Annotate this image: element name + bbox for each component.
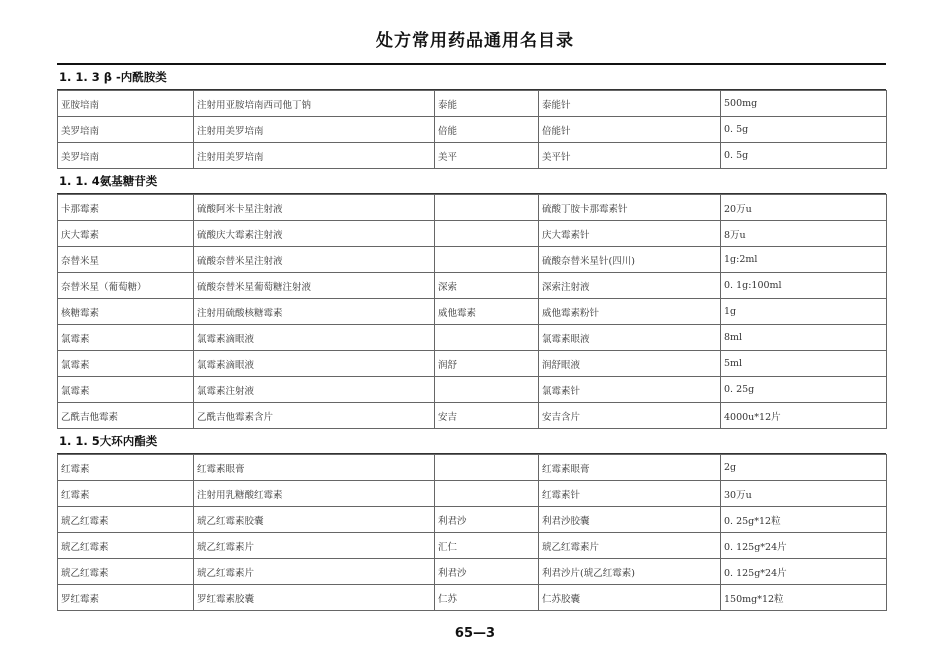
generic-name-cell: 庆大霉素 bbox=[58, 221, 194, 247]
generic-name-cell: 美罗培南 bbox=[58, 143, 194, 169]
generic-name-cell: 琥乙红霉素 bbox=[58, 507, 194, 533]
specification-cell: 1g:2ml bbox=[721, 247, 887, 273]
generic-name-cell: 红霉素 bbox=[58, 455, 194, 481]
table-row bbox=[58, 377, 887, 403]
formulation-name-cell: 硫酸奈替米星注射液 bbox=[194, 247, 435, 273]
product-name-cell: 威他霉素粉针 bbox=[539, 299, 721, 325]
product-name-cell: 红霉素眼膏 bbox=[539, 455, 721, 481]
generic-name-cell: 美罗培南 bbox=[58, 117, 194, 143]
drug-table bbox=[57, 454, 887, 611]
specification-cell: 8万u bbox=[721, 221, 887, 247]
generic-name-cell: 奈替米星 bbox=[58, 247, 194, 273]
brand-name-cell: 深索 bbox=[435, 273, 539, 299]
specification-cell: 2g bbox=[721, 455, 887, 481]
formulation-name-cell: 乙酰吉他霉素含片 bbox=[194, 403, 435, 429]
formulation-name-cell: 琥乙红霉素片 bbox=[194, 559, 435, 585]
specification-cell: 5ml bbox=[721, 351, 887, 377]
table-row bbox=[58, 507, 887, 533]
drug-catalog bbox=[57, 65, 886, 611]
formulation-name-cell: 硫酸奈替米星葡萄糖注射液 bbox=[194, 273, 435, 299]
specification-cell: 500mg bbox=[721, 91, 887, 117]
brand-name-cell bbox=[435, 247, 539, 273]
section-heading: 1. 1. 4氨基糖苷类 bbox=[57, 169, 886, 194]
table-row bbox=[58, 273, 887, 299]
brand-name-cell: 泰能 bbox=[435, 91, 539, 117]
product-name-cell: 庆大霉素针 bbox=[539, 221, 721, 247]
table-row bbox=[58, 585, 887, 611]
formulation-name-cell: 注射用乳糖酸红霉素 bbox=[194, 481, 435, 507]
specification-cell: 0. 1g:100ml bbox=[721, 273, 887, 299]
page-title: 处方常用药品通用名目录 bbox=[376, 31, 574, 51]
product-name-cell: 倍能针 bbox=[539, 117, 721, 143]
drug-table bbox=[57, 90, 887, 169]
product-name-cell: 仁苏胶囊 bbox=[539, 585, 721, 611]
table-row bbox=[58, 247, 887, 273]
table-row bbox=[58, 455, 887, 481]
section-heading: 1. 1. 3 β -内酰胺类 bbox=[57, 65, 886, 90]
brand-name-cell bbox=[435, 195, 539, 221]
brand-name-cell: 润舒 bbox=[435, 351, 539, 377]
product-name-cell: 美平针 bbox=[539, 143, 721, 169]
formulation-name-cell: 注射用美罗培南 bbox=[194, 117, 435, 143]
specification-cell: 150mg*12粒 bbox=[721, 585, 887, 611]
specification-cell: 0. 5g bbox=[721, 143, 887, 169]
specification-cell: 20万u bbox=[721, 195, 887, 221]
formulation-name-cell: 注射用美罗培南 bbox=[194, 143, 435, 169]
specification-cell: 0. 125g*24片 bbox=[721, 533, 887, 559]
brand-name-cell: 美平 bbox=[435, 143, 539, 169]
brand-name-cell bbox=[435, 221, 539, 247]
table-row bbox=[58, 403, 887, 429]
specification-cell: 1g bbox=[721, 299, 887, 325]
generic-name-cell: 卡那霉素 bbox=[58, 195, 194, 221]
section-heading: 1. 1. 5大环内酯类 bbox=[57, 429, 886, 454]
brand-name-cell: 倍能 bbox=[435, 117, 539, 143]
brand-name-cell: 利君沙 bbox=[435, 559, 539, 585]
brand-name-cell bbox=[435, 325, 539, 351]
formulation-name-cell: 氯霉素滴眼液 bbox=[194, 325, 435, 351]
product-name-cell: 深索注射液 bbox=[539, 273, 721, 299]
table-row bbox=[58, 299, 887, 325]
generic-name-cell: 琥乙红霉素 bbox=[58, 533, 194, 559]
brand-name-cell: 安吉 bbox=[435, 403, 539, 429]
generic-name-cell: 乙酰吉他霉素 bbox=[58, 403, 194, 429]
specification-cell: 0. 25g*12粒 bbox=[721, 507, 887, 533]
product-name-cell: 泰能针 bbox=[539, 91, 721, 117]
brand-name-cell bbox=[435, 481, 539, 507]
brand-name-cell: 利君沙 bbox=[435, 507, 539, 533]
table-row bbox=[58, 351, 887, 377]
formulation-name-cell: 注射用硫酸核糖霉素 bbox=[194, 299, 435, 325]
product-name-cell: 红霉素针 bbox=[539, 481, 721, 507]
formulation-name-cell: 硫酸阿米卡星注射液 bbox=[194, 195, 435, 221]
generic-name-cell: 红霉素 bbox=[58, 481, 194, 507]
formulation-name-cell: 罗红霉素胶囊 bbox=[194, 585, 435, 611]
product-name-cell: 硫酸奈替米星针(四川) bbox=[539, 247, 721, 273]
table-row bbox=[58, 559, 887, 585]
specification-cell: 0. 125g*24片 bbox=[721, 559, 887, 585]
specification-cell: 0. 5g bbox=[721, 117, 887, 143]
table-row bbox=[58, 481, 887, 507]
table-row bbox=[58, 221, 887, 247]
specification-cell: 8ml bbox=[721, 325, 887, 351]
table-row bbox=[58, 533, 887, 559]
generic-name-cell: 罗红霉素 bbox=[58, 585, 194, 611]
product-name-cell: 利君沙片(琥乙红霉素) bbox=[539, 559, 721, 585]
generic-name-cell: 琥乙红霉素 bbox=[58, 559, 194, 585]
product-name-cell: 润舒眼液 bbox=[539, 351, 721, 377]
formulation-name-cell: 硫酸庆大霉素注射液 bbox=[194, 221, 435, 247]
brand-name-cell bbox=[435, 455, 539, 481]
brand-name-cell bbox=[435, 377, 539, 403]
page-number: 65—3 bbox=[454, 626, 496, 641]
formulation-name-cell: 琥乙红霉素片 bbox=[194, 533, 435, 559]
formulation-name-cell: 氯霉素滴眼液 bbox=[194, 351, 435, 377]
product-name-cell: 氯霉素眼液 bbox=[539, 325, 721, 351]
product-name-cell: 琥乙红霉素片 bbox=[539, 533, 721, 559]
product-name-cell: 硫酸丁胺卡那霉素针 bbox=[539, 195, 721, 221]
table-row bbox=[58, 117, 887, 143]
generic-name-cell: 亚胺培南 bbox=[58, 91, 194, 117]
formulation-name-cell: 氯霉素注射液 bbox=[194, 377, 435, 403]
brand-name-cell: 仁苏 bbox=[435, 585, 539, 611]
drug-table bbox=[57, 194, 887, 429]
table-row bbox=[58, 91, 887, 117]
specification-cell: 4000u*12片 bbox=[721, 403, 887, 429]
product-name-cell: 安吉含片 bbox=[539, 403, 721, 429]
table-row bbox=[58, 195, 887, 221]
generic-name-cell: 氯霉素 bbox=[58, 325, 194, 351]
product-name-cell: 利君沙胶囊 bbox=[539, 507, 721, 533]
specification-cell: 30万u bbox=[721, 481, 887, 507]
generic-name-cell: 氯霉素 bbox=[58, 377, 194, 403]
product-name-cell: 氯霉素针 bbox=[539, 377, 721, 403]
table-row bbox=[58, 143, 887, 169]
brand-name-cell: 汇仁 bbox=[435, 533, 539, 559]
formulation-name-cell: 注射用亚胺培南西司他丁钠 bbox=[194, 91, 435, 117]
table-row bbox=[58, 325, 887, 351]
formulation-name-cell: 琥乙红霉素胶囊 bbox=[194, 507, 435, 533]
specification-cell: 0. 25g bbox=[721, 377, 887, 403]
formulation-name-cell: 红霉素眼膏 bbox=[194, 455, 435, 481]
generic-name-cell: 奈替米星（葡萄糖） bbox=[58, 273, 194, 299]
generic-name-cell: 核糖霉素 bbox=[58, 299, 194, 325]
brand-name-cell: 威他霉素 bbox=[435, 299, 539, 325]
generic-name-cell: 氯霉素 bbox=[58, 351, 194, 377]
